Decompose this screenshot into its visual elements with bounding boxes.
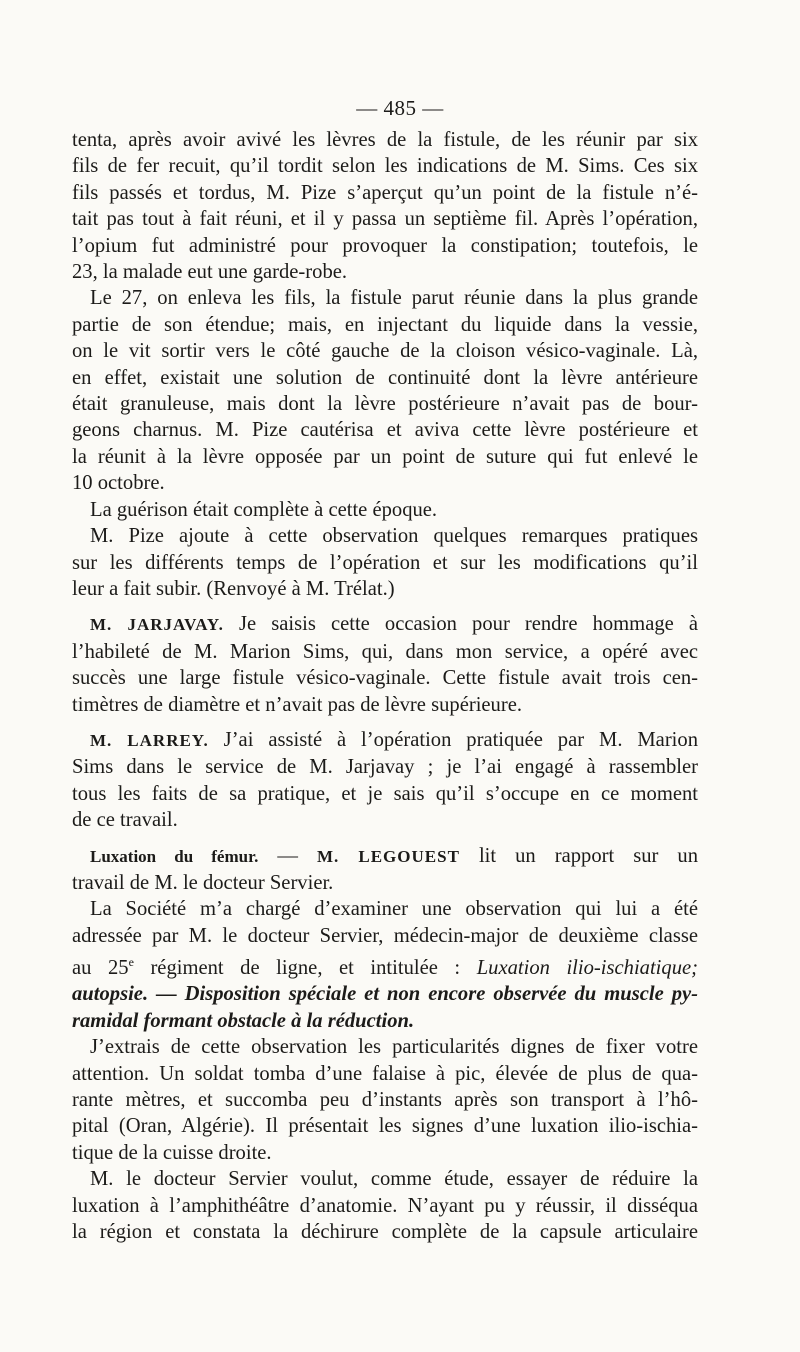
speaker-name: M. LEGOUEST [316, 846, 460, 866]
text-line: geons charnus. M. Pize cautérisa et aviva cette lèvre postérieure et [72, 419, 698, 442]
text-span: Je saisis cette occasion pour rendre hommage à [223, 613, 699, 636]
speaker-name: M. JARJAVAY. [90, 615, 224, 635]
text-line: de ce travail. [72, 809, 178, 832]
text-line: M. le docteur Servier voulut, comme étude, essayer de réduire la [90, 1168, 698, 1191]
text-line: tenta, après avoir avivé les lèvres de la fistule, de les réunir par six [72, 129, 698, 151]
text-line: était granuleuse, mais dont la lèvre postérieure n’avait pas de bour- [72, 393, 698, 416]
text-line: La guérison était complète à cette époque. [90, 498, 438, 521]
paragraph [72, 285, 698, 496]
text-line: leur a fait subir. (Renvoyé à M. Trélat.) [72, 577, 395, 600]
text-line: autopsie. — Disposition spéciale et non encore observée du muscle py- [72, 983, 698, 1006]
text-span: au 25 [72, 957, 129, 980]
text-line: Sims dans le service de M. Jarjavay ; je l’ai engagé à rassembler [72, 756, 698, 779]
text-line: 23, la malade eut une garde-robe. [72, 261, 348, 284]
text-span: — [258, 844, 317, 867]
text-line: l’habileté de M. Marion Sims, qui, dans mon service, a opéré avec [72, 640, 698, 663]
text-line: fils de fer recuit, qu’il tordit selon les indications de M. Sims. Ces six [72, 155, 698, 178]
paragraph [72, 497, 698, 523]
page-number: — 485 — [356, 96, 444, 120]
text-line: travail de M. le docteur Servier. [72, 871, 334, 894]
paragraph [72, 523, 698, 602]
text-line: on le vit sortir vers le côté gauche de la cloison vésico-vaginale. Là, [72, 340, 698, 363]
text-line: La Société m’a chargé d’examiner une observation qui lui a été [90, 898, 698, 921]
text-line: J’extrais de cette observation les particularités dignes de fixer votre [90, 1036, 698, 1059]
text-line: timètres de diamètre et n’avait pas de lèvre supérieure. [72, 693, 522, 716]
text-span: régiment de ligne, et intitulée : [133, 957, 477, 980]
text-line: tique de la cuisse droite. [72, 1141, 272, 1164]
paragraph [72, 611, 698, 718]
text-line: partie de son étendue; mais, en injectant du liquide dans la vessie, [72, 313, 698, 336]
text-line: pital (Oran, Algérie). Il présentait les signes d’une luxation ilio-ischia- [72, 1115, 698, 1138]
text-line: rante mètres, et succomba peu d’instants après son transport à l’hô- [72, 1089, 698, 1112]
paragraph [72, 896, 698, 1034]
text-span: lit un rapport sur un [459, 844, 698, 867]
paragraph [72, 727, 698, 834]
paragraph [72, 127, 698, 285]
text-line [72, 727, 698, 754]
text-span: J’ai assisté à l’opération pratiquée par M. Marion [208, 728, 698, 751]
text-line: sur les différents temps de l’opération et sur les modifications qu’il [72, 551, 698, 574]
text-line [72, 611, 698, 638]
text-line: tous les faits de sa pratique, et je sais qu’il s’occupe en ce moment [72, 782, 698, 805]
text-line [72, 843, 698, 870]
text-line: en effet, existait une solution de continuité dont la lèvre antérieure [72, 366, 698, 389]
text-line: la région et constata la déchirure complète de la capsule articulaire [72, 1221, 698, 1244]
text-line: attention. Un soldat tomba d’une falaise à pic, élevée de plus de qua- [72, 1062, 698, 1085]
text-line: fils passés et tordus, M. Pize s’aperçut qu’un point de la fistule n’é- [72, 181, 698, 204]
speaker-name: M. LARREY. [90, 730, 209, 750]
text-line: ramidal formant obstacle à la réduction. [72, 1009, 415, 1032]
text-line: luxation à l’amphithéâtre d’anatomie. N’ayant pu y réussir, il disséqua [72, 1194, 698, 1217]
text-line: succès une large fistule vésico-vaginale. Cette fistule avait trois cen- [72, 667, 698, 690]
text-line: l’opium fut administré pour provoquer la constipation; toutefois, le [72, 234, 698, 257]
section-heading: Luxation du fémur. [90, 846, 259, 866]
text-line: 10 octobre. [72, 472, 165, 495]
text-line [72, 949, 698, 981]
text-line: la réunit à la lèvre opposée par un point de suture qui fut enlevé le [72, 445, 698, 468]
text-line: M. Pize ajoute à cette observation quelques remarques pratiques [90, 525, 698, 548]
text-line: adressée par M. le docteur Servier, médecin-major de deuxième classe [72, 924, 698, 947]
paragraph [72, 1034, 698, 1166]
text-line: tait pas tout à fait réuni, et il y passa un septième fil. Après l’opération, [72, 208, 698, 231]
paragraph [72, 843, 698, 897]
body-text [72, 127, 698, 1246]
title-italic: Luxation ilio-ischiatique; [476, 957, 698, 980]
superscript: e [128, 955, 134, 970]
text-line: Le 27, on enleva les fils, la fistule parut réunie dans la plus grande [90, 287, 698, 310]
paragraph [72, 1166, 698, 1245]
